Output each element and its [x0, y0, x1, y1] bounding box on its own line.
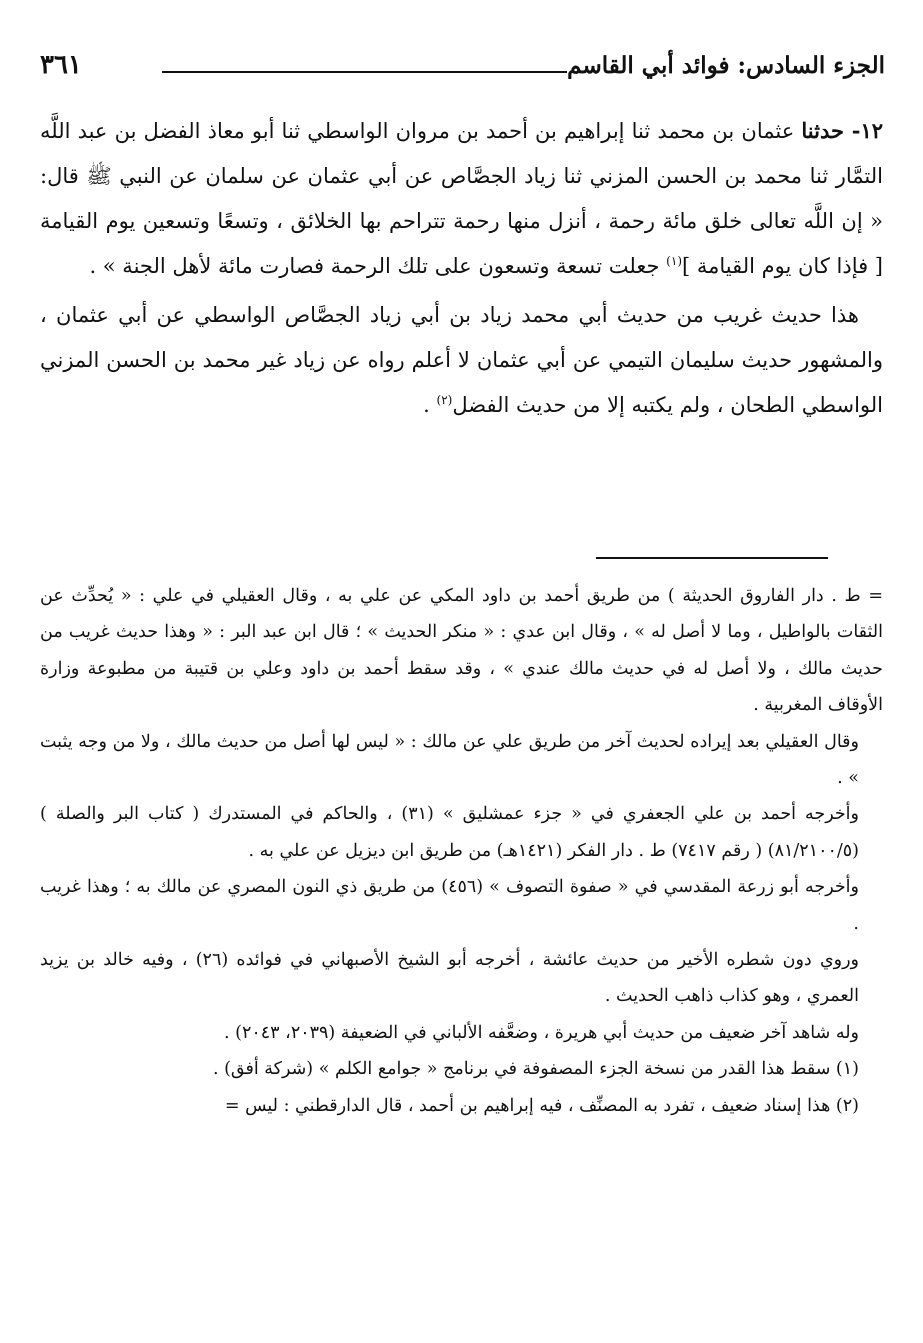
continuation-marker: =: [868, 586, 883, 606]
notes-paragraph-4: وأخرجه أبو زرعة المقدسي في « صفوة التصوف » (٤٥٦) من طريق ذي النون المصري عن مالك به ؛ وهذا غريب .: [40, 877, 859, 934]
header-rule: [162, 71, 567, 73]
footnote-ref-2: (٢): [436, 393, 453, 407]
notes-paragraph-1: ط . دار الفاروق الحديثة ) من طريق أحمد بن داود المكي عن علي به ، وقال العقيلي في علي : « يُحدِّث عن الثقات بالواطيل ، وما لا أصل له » ، وقال ابن عدي : « منكر الحديث » ؛ قال ابن عبد البر : « وهذا حديث غريب من حديث مالك ، ولا أصل له في حديث مالك عندي » ، وقد سقط أحمد بن داود وعلي بن قتيبة من مطبوعة وزارة الأوقاف المغربية .: [40, 586, 883, 716]
hadith-number: ١٢- حدثنا: [801, 118, 883, 143]
page-header: [40, 44, 885, 94]
hadith-paragraph: [40, 108, 883, 289]
notes-paragraph-5: وروي دون شطره الأخير من حديث عائشة ، أخرجه أبو الشيخ الأصبهاني في فوائده (٢٦) ، وفيه خالد بن يزيد العمري ، وهو كذاب ذاهب الحديث .: [40, 950, 859, 1007]
running-title: الجزء السادس: فوائد أبي القاسم: [567, 52, 885, 79]
commentary-paragraph: [40, 293, 883, 428]
footnote-1: (١) سقط هذا القدر من نسخة الجزء المصفوفة في برنامج « جوامع الكلم » (شركة أفق) .: [212, 1059, 859, 1080]
notes-paragraph-3: وأخرجه أحمد بن علي الجعفري في « جزء عمشليق » (٣١) ، والحاكم في المستدرك ( كتاب البر والصلة ) (٨١/٢١٠٠/٥) ( رقم ٧٤١٧) ط . دار الفكر (١٤٢١هـ) من طريق ابن ديزيل عن علي به .: [40, 804, 859, 861]
notes-paragraph-6: وله شاهد آخر ضعيف من حديث أبي هريرة ، وضعَّفه الألباني في الضعيفة (٢٠٣٩، ٢٠٤٣) .: [224, 1022, 859, 1043]
footnote-continuation: [40, 578, 883, 724]
footnote-2: (٢) هذا إسناد ضعيف ، تفرد به المصنِّف ، فيه إبراهيم بن أحمد ، قال الدارقطني : ليس =: [224, 1095, 859, 1116]
commentary-text: هذا حديث غريب من حديث أبي محمد زياد بن أبي زياد الجصَّاص الواسطي عن أبي عثمان ، والمشهور حديث سليمان التيمي عن أبي عثمان لا أعلم رواه عن زياد غير محمد بن الحسن المزني الواسطي الطحان ، ولم يكتبه إلا من حديث الفضل: [40, 303, 883, 417]
page-number: ٣٦١: [40, 50, 82, 80]
footnote-ref-1: (١): [666, 254, 682, 268]
main-text: [40, 108, 883, 428]
hadith-text-end: جعلت تسعة وتسعون على تلك الرحمة فصارت مائة لأهل الجنة » .: [89, 254, 667, 278]
hadith-text: عثمان بن محمد ثنا إبراهيم بن أحمد بن مروان الواسطي ثنا أبو معاذ الفضل بن عبد اللَّه التمَّار ثنا محمد بن الحسن المزني ثنا زياد الجصَّاص عن أبي عثمان عن سلمان عن النبي ﷺ قال: « إن اللَّه تعالى خلق مائة رحمة ، أنزل منها رحمة تتراحم بها الخلائق ، وتسعًا وتسعين يوم القيامة [ فإذا كان يوم القيامة ]: [40, 119, 883, 278]
notes-paragraph-2: وقال العقيلي بعد إيراده لحديث آخر من طريق علي عن مالك : « ليس لها أصل من حديث مالك ، ولا من وجه يثبت » .: [40, 731, 859, 789]
commentary-end: .: [423, 393, 437, 417]
footnotes: [40, 578, 883, 1124]
footnote-separator: [596, 557, 828, 559]
